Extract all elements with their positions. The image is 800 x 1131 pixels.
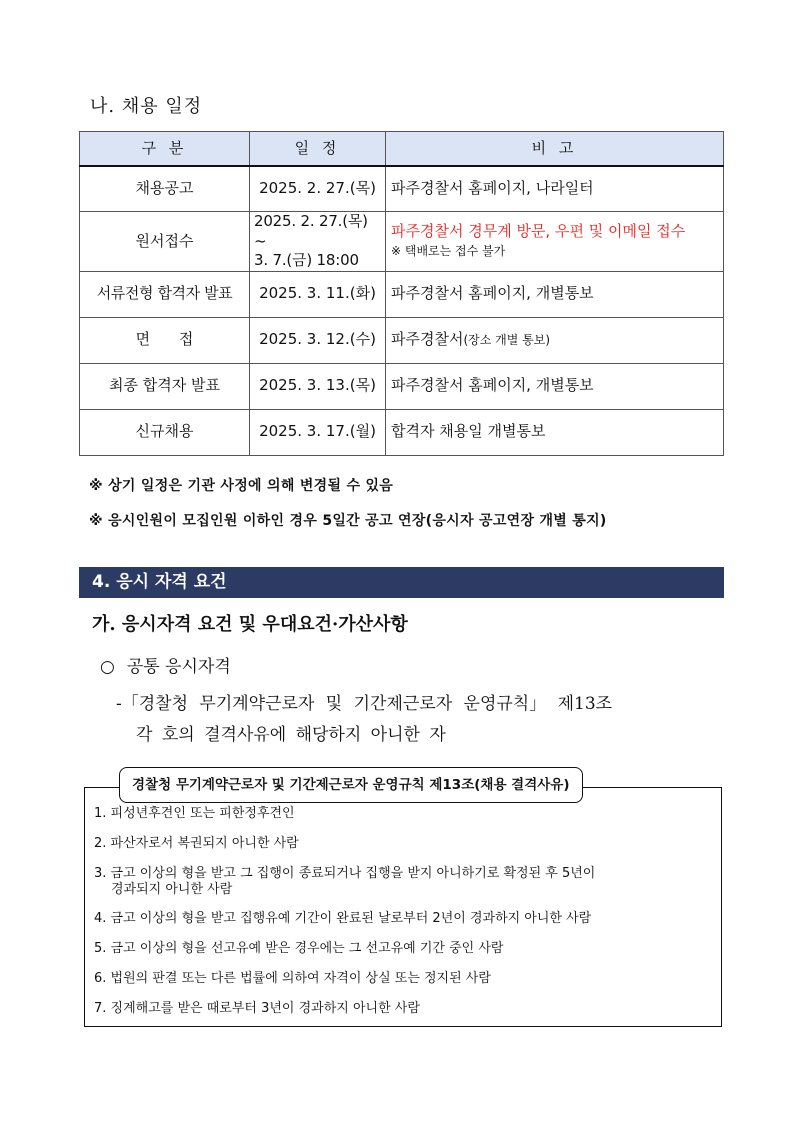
row-category: 원서접수 bbox=[80, 212, 250, 272]
qualification-heading: 가. 응시자격 요건 및 우대요건·가산사항 bbox=[92, 614, 408, 635]
disqualification-item-text: 3. 금고 이상의 형을 받고 그 집행이 종료되거나 집행을 받지 아니하기로 확정된 후 5년이 bbox=[94, 866, 596, 881]
disqualification-box-title: 경찰청 무기계약근로자 및 기간제근로자 운영규칙 제13조(채용 결격사유) bbox=[119, 767, 583, 803]
row-date: 2025. 3. 12.(수) bbox=[250, 317, 386, 363]
schedule-heading: 나. 채용 일정 bbox=[90, 96, 203, 117]
column-header-note: 비 고 bbox=[386, 132, 724, 166]
row-category: 신규채용 bbox=[80, 409, 250, 455]
common-qualification-bullet bbox=[100, 652, 231, 677]
table-row bbox=[80, 363, 724, 409]
disqualification-item-continued: 경과되지 아니한 사람 bbox=[111, 882, 233, 897]
row-note: 파주경찰서 홈페이지, 나라일터 bbox=[386, 166, 724, 212]
disqualification-item: 1. 피성년후견인 또는 피한정후견인 bbox=[94, 806, 295, 821]
disqualification-item: 2. 파산자로서 복권되지 아니한 사람 bbox=[94, 836, 299, 851]
schedule-note: ※ 응시인원이 모집인원 이하인 경우 5일간 공고 연장(응시자 공고연장 개별 통지) bbox=[89, 513, 607, 529]
disqualification-item: 5. 금고 이상의 형을 선고유예 받은 경우에는 그 선고유예 기간 중인 사람 bbox=[94, 941, 504, 956]
rule-reference-line: -「경찰청 무기계약근로자 및 기간제근로자 운영규칙」 제13조 bbox=[116, 694, 613, 714]
disqualification-item: 6. 법원의 판결 또는 다른 법률에 의하여 자격이 상실 또는 정지된 사람 bbox=[94, 971, 491, 986]
column-header-category: 구 분 bbox=[80, 132, 250, 166]
row-category: 면 접 bbox=[80, 317, 250, 363]
disqualification-item: 4. 금고 이상의 형을 받고 집행유예 기간이 완료된 날로부터 2년이 경과하지 아니한 사람 bbox=[94, 911, 592, 926]
table-header-row bbox=[80, 132, 724, 166]
row-note bbox=[386, 317, 724, 363]
row-date bbox=[250, 212, 386, 272]
row-date: 2025. 3. 17.(월) bbox=[250, 409, 386, 455]
row-note-sub: ※ 택배로는 접수 불가 bbox=[391, 244, 506, 259]
row-note: 파주경찰서 홈페이지, 개별통보 bbox=[386, 363, 724, 409]
table-row bbox=[80, 409, 724, 455]
row-note-main: 파주경찰서 bbox=[391, 330, 464, 349]
table-row bbox=[80, 212, 724, 272]
row-date: 2025. 2. 27.(목) bbox=[250, 166, 386, 212]
disqualification-item bbox=[94, 866, 714, 898]
column-header-date: 일 정 bbox=[250, 132, 386, 166]
table-row bbox=[80, 317, 724, 363]
row-date-start: 2025. 2. 27.(목) ~ bbox=[254, 212, 368, 250]
row-note bbox=[386, 212, 724, 272]
schedule-note: ※ 상기 일정은 기관 사정에 의해 변경될 수 있음 bbox=[89, 478, 394, 494]
table-row bbox=[80, 166, 724, 212]
row-note: 파주경찰서 홈페이지, 개별통보 bbox=[386, 271, 724, 317]
row-date-end: 3. 7.(금) 18:00 bbox=[254, 251, 359, 269]
disqualification-box bbox=[84, 787, 722, 1027]
row-date: 2025. 3. 13.(목) bbox=[250, 363, 386, 409]
circle-bullet-icon: ○ bbox=[100, 657, 115, 677]
row-note-small: (장소 개별 통보) bbox=[463, 333, 550, 348]
rule-reference-line-continued: 각 호의 결격사유에 해당하지 아니한 자 bbox=[136, 725, 446, 745]
row-date: 2025. 3. 11.(화) bbox=[250, 271, 386, 317]
row-note: 합격자 채용일 개별통보 bbox=[386, 409, 724, 455]
section-title-bar: 4. 응시 자격 요건 bbox=[79, 567, 724, 598]
common-qualification-label: 공통 응시자격 bbox=[126, 657, 231, 677]
row-category: 채용공고 bbox=[80, 166, 250, 212]
schedule-table bbox=[79, 131, 724, 456]
table-row bbox=[80, 271, 724, 317]
disqualification-item: 7. 징계해고를 받은 때로부터 3년이 경과하지 아니한 사람 bbox=[94, 1001, 420, 1016]
row-category: 서류전형 합격자 발표 bbox=[80, 271, 250, 317]
row-category: 최종 합격자 발표 bbox=[80, 363, 250, 409]
row-note-highlight: 파주경찰서 경무계 방문, 우편 및 이메일 접수 bbox=[391, 221, 686, 240]
